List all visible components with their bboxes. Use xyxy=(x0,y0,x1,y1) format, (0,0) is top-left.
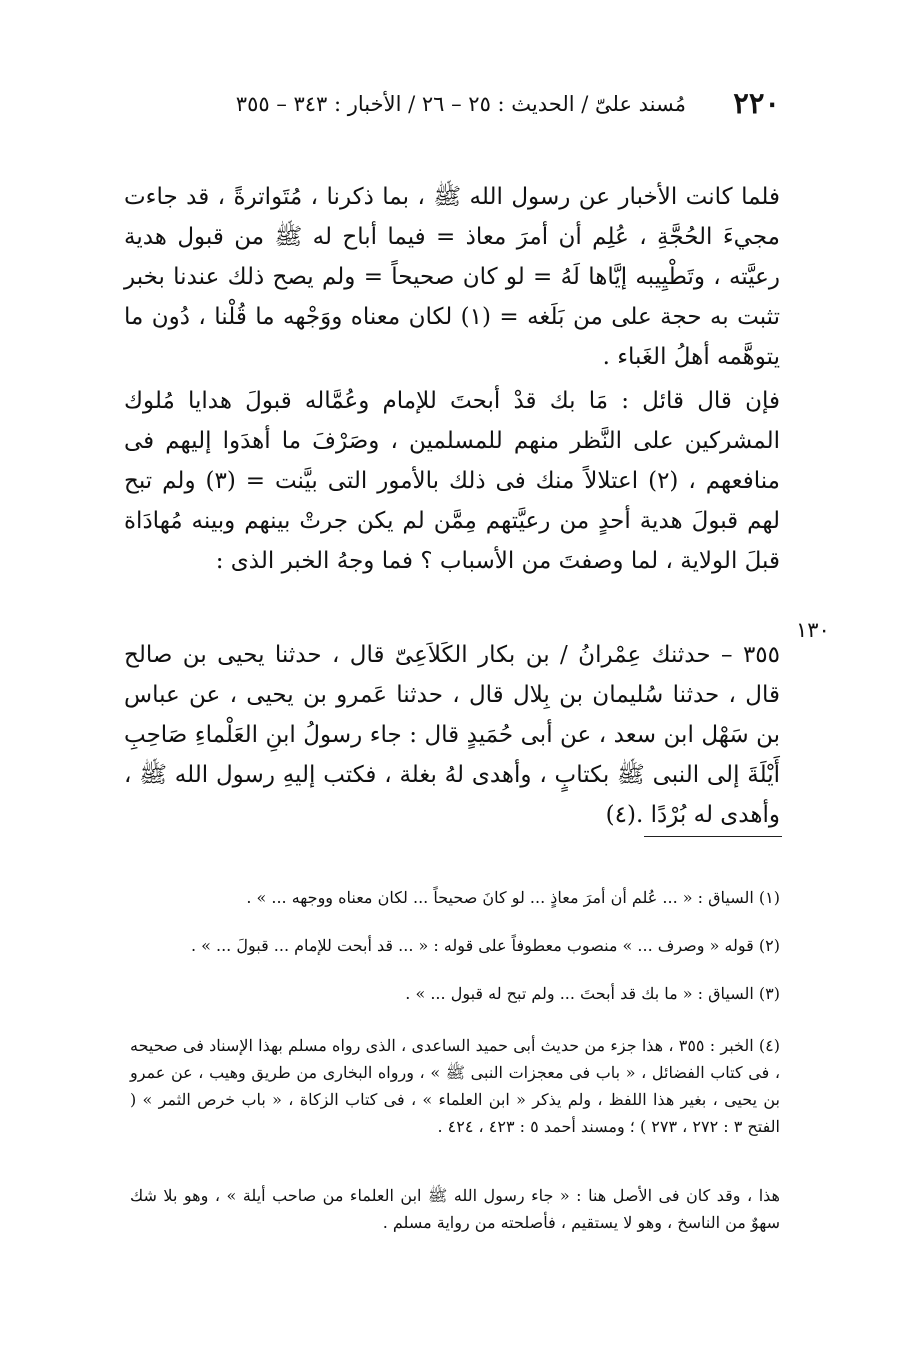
footnote-4: (٤) الخبر : ٣٥٥ ، هذا جزء من حديث أبى حميد الساعدى ، الذى رواه مسلم بهذا الإسناد فى صحيحه ، فى كتاب الفضائل ، « باب فى معجزات النبى ﷺ » ، ورواه البخارى من طريق وهيب ، عن عمرو بن يحيى ، بغير هذا اللفظ ، ولم يذكر « ابن العلماء » ، فى كتاب الزكاة ، « باب خرص الثمر » ( الفتح ٣ : ٢٧٢ ، ٢٧٣ ) ؛ ومسند أحمد ٥ : ٤٢٣ ، ٤٢٤ . xyxy=(130,1036,780,1136)
margin-number: ١٣٠ xyxy=(796,618,830,642)
body-paragraph-1: فلما كانت الأخبار عن رسول الله ﷺ ، بما ذكرنا ، مُتَواترةً ، قد جاءت مجيءَ الحُجَّةِ ، عُلِم أن أمرَ معاذ = فيما أباح له ﷺ من قبول هدية رعيَّته ، وتَطْيِيبه إيَّاها لَهُ = لو كان صحيحاً = ولم يصح ذلك عندنا بخبر تثبت به حجة على من بَلَغه = (١) لكان معناه ووَجْهه ما قُلْنا ، دُون ما يتوهَّمه أهلُ الغَباء . xyxy=(124,184,780,370)
running-head: مُسند علىّ / الحديث : ٢٥ – ٢٦ / الأخبار : ٣٤٣ – ٣٥٥ xyxy=(235,92,686,116)
hadith-paragraph: ٣٥٥ – حدثنك عِمْرانُ / بن بكار الكَلاَعِىّ قال ، حدثنا يحيى بن صالح قال ، حدثنا سُليمان بن بِلال قال ، حدثنا عَمرو بن يحيى ، عن عباس بن سَهْل ابن سعد ، عن أبى حُمَيدٍ قال : جاء رسولُ ابنِ العَلْماءِ صَاحِبِ أَيْلَةَ إلى النبى ﷺ بكتابٍ ، وأهدى لهُ بغلة ، فكتب إليهِ رسول الله ﷺ ، وأهدى له بُرْدًا .(٤) xyxy=(124,642,780,828)
footnote-3: (٣) السياق : « ما بك قد أبحتَ ... ولم تبح له قبول ... » . xyxy=(405,984,780,1003)
body-paragraph-2: فإن قال قائل : مَا بك قدْ أبحتَ للإمام وعُمَّاله قبولَ هدايا مُلوك المشركين على النَّظر منهم للمسلمين ، وصَرْفَ ما أهدَوا إليهم فى منافعهم ، (٢) اعتلالاً منك فى ذلك بالأمور التى بيَّنت = (٣) ولم تبح لهم قبولَ هدية أحدٍ من رعيَّتهم مِمَّن لم يكن جرتْ بينهم وبينه مُهادَاة قبلَ الولاية ، لما وصفتَ من الأسباب ؟ فما وجهُ الخبر الذى : xyxy=(124,388,780,574)
footnote-2: (٢) قوله « وصرف ... » منصوب معطوفاً على قوله : « ... قد أبحت للإمام ... قبولَ ... » . xyxy=(190,936,780,955)
page-number: ٢٢٠ xyxy=(733,86,780,120)
footnote-1: (١) السياق : « ... عُلم أن أمرَ معاذٍ ... لو كانَ صحيحاً ... لكان معناه ووجهه ... » . xyxy=(246,888,780,907)
page-header xyxy=(120,86,780,130)
footnote-divider xyxy=(644,836,782,837)
footnote-note: هذا ، وقد كان فى الأصل هنا : « جاء رسول الله ﷺ ابن العلماء من صاحب أيلة » ، وهو بلا شك سهوٌ من الناسخ ، وهو لا يستقيم ، فأصلحته من رواية مسلم . xyxy=(130,1186,780,1232)
